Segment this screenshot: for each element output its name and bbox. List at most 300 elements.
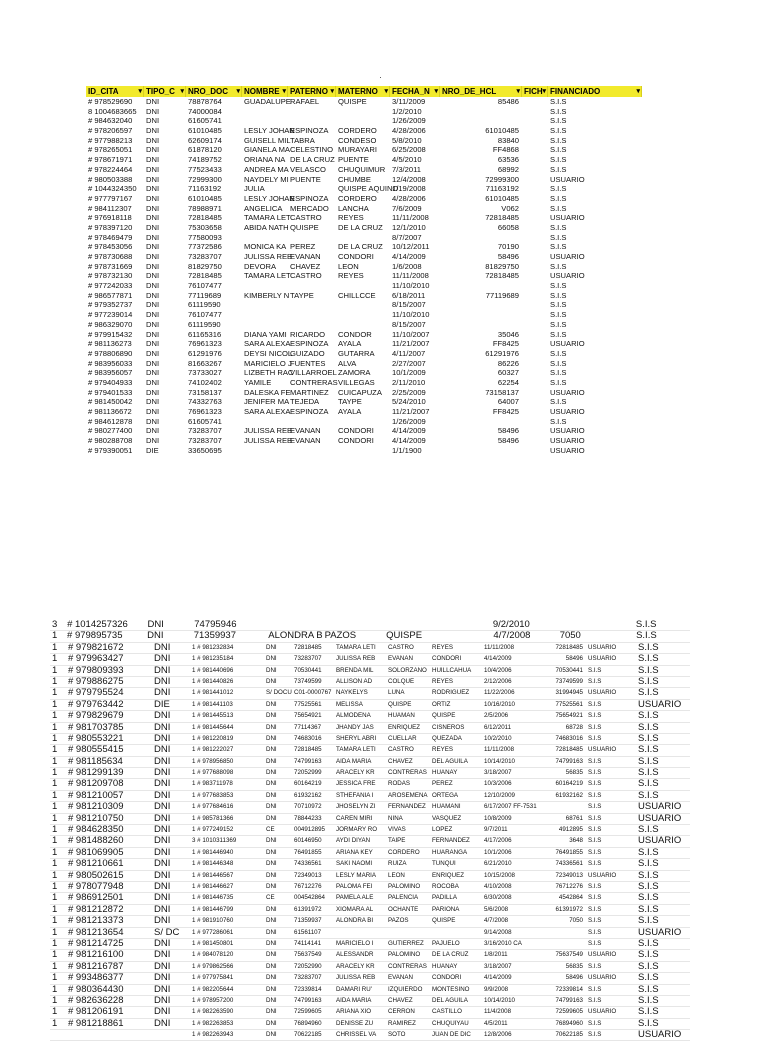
- table-cell: 2/12/2006: [484, 677, 512, 685]
- table-cell: # 979390051: [88, 445, 133, 455]
- table-row: [86, 213, 642, 223]
- table-cell: USUARIO: [638, 926, 682, 938]
- table-cell: JHOSELYN ZI: [336, 803, 376, 811]
- table-cell: S.I.S: [638, 983, 659, 995]
- column-header[interactable]: PATERNO ▾: [288, 86, 336, 97]
- table-cell: [334, 928, 386, 938]
- table-cell: DNI: [154, 869, 171, 881]
- table-cell: 77580093: [188, 232, 222, 242]
- table-cell: S.I.S: [588, 826, 602, 834]
- table-cell: 70622185: [294, 1031, 322, 1039]
- table-cell: S.I.S: [638, 972, 659, 984]
- table-cell: 70530441: [294, 666, 322, 674]
- table-cell: PADILLA: [432, 894, 457, 902]
- table-cell: TAYPE: [338, 397, 362, 407]
- table-cell: S.I.S: [588, 814, 602, 822]
- table-row: [86, 233, 642, 243]
- table-cell: 81829750: [188, 261, 222, 271]
- table-cell: 61119590: [188, 300, 221, 310]
- table-cell: [440, 417, 522, 427]
- table-cell: DNI: [266, 917, 277, 925]
- table-cell: DNI: [146, 135, 160, 145]
- table-cell: USUARIO: [550, 387, 585, 397]
- table-cell: 1 # 977688098: [192, 769, 234, 777]
- table-row: [50, 916, 690, 927]
- table-cell: 1: [52, 937, 58, 949]
- table-cell: 72349013: [294, 871, 322, 879]
- table-cell: 10/1/2006: [484, 848, 512, 856]
- table-cell: [522, 397, 548, 407]
- table-cell: ORTEGA: [432, 791, 459, 799]
- table-cell: 10/12/2011: [392, 242, 430, 252]
- table-cell: [242, 116, 288, 126]
- table-cell: 76107477: [188, 310, 222, 320]
- table-cell: [522, 378, 548, 388]
- table-cell: S.I.S: [638, 721, 659, 733]
- table-cell: MARICIELO I: [336, 939, 374, 947]
- table-cell: CERRON: [388, 1008, 415, 1016]
- table-cell: 004912895: [294, 826, 325, 834]
- table-cell: S.I.S: [638, 937, 659, 949]
- table-cell: 1 # 981446735: [192, 894, 234, 902]
- column-header[interactable]: FICH ▾: [522, 86, 548, 97]
- table-cell: DNI: [146, 310, 160, 320]
- table-cell: JULISSA REB: [244, 252, 293, 261]
- table-cell: [288, 310, 336, 320]
- table-cell: DNI: [266, 985, 277, 993]
- table-row: [50, 836, 690, 847]
- table-cell: REYES: [432, 677, 453, 685]
- table-cell: 62254: [497, 377, 519, 387]
- table-cell: 74795946: [194, 619, 237, 630]
- table-cell: 73283707: [294, 974, 322, 982]
- table-cell: S.I.S: [638, 892, 659, 904]
- table-cell: BRENDA MIL: [336, 666, 374, 674]
- table-cell: CHUQUIMUR: [338, 164, 386, 174]
- table-row: [86, 446, 642, 456]
- table-cell: MERCADO: [290, 203, 329, 213]
- table-cell: CELESTINO: [290, 145, 334, 155]
- table-cell: [288, 233, 336, 243]
- table-row: [86, 155, 642, 165]
- table-cell: # 981450042: [88, 397, 133, 407]
- table-cell: 73749599: [294, 677, 322, 685]
- table-cell: 74189752: [188, 155, 222, 165]
- table-cell: 3 # 1010311369: [192, 837, 237, 845]
- table-row: [50, 631, 690, 642]
- table-cell: [522, 300, 548, 310]
- table-cell: 004542864: [294, 894, 325, 902]
- table-row: [50, 825, 690, 836]
- table-cell: 72818485: [188, 213, 222, 223]
- table-cell: DNI: [146, 242, 160, 252]
- table-row: [86, 368, 642, 378]
- table-cell: AYALA: [338, 407, 362, 416]
- table-cell: 72052999: [294, 769, 322, 777]
- table-cell: S.I.S: [638, 789, 659, 801]
- table-cell: # 979404933: [88, 377, 133, 387]
- table-cell: 76491855: [294, 848, 322, 856]
- table-cell: DNI: [266, 882, 277, 890]
- table-cell: 58496: [497, 252, 519, 261]
- table-cell: DNI: [154, 687, 171, 699]
- table-cell: DNI: [146, 290, 160, 300]
- table-cell: DNI: [154, 767, 171, 779]
- table-cell: 76961323: [188, 407, 222, 416]
- table-cell: # 981069905: [68, 846, 124, 858]
- table-cell: 1 # 981446567: [192, 871, 234, 879]
- table-cell: # 981136273: [88, 339, 132, 349]
- table-cell: 86226: [497, 358, 519, 368]
- table-cell: DNI: [266, 734, 277, 742]
- table-cell: [288, 281, 336, 291]
- table-cell: DNI: [146, 426, 160, 436]
- table-cell: [288, 184, 336, 194]
- table-cell: 74683016: [294, 734, 322, 742]
- table-cell: [534, 939, 586, 949]
- table-cell: DNI: [266, 1031, 277, 1039]
- table-cell: 11/10/2010: [392, 281, 430, 291]
- table-cell: [152, 1030, 190, 1040]
- table-cell: 77525561: [555, 700, 583, 708]
- table-cell: # 984632040: [88, 116, 133, 126]
- table-cell: S.I.S: [638, 949, 659, 961]
- table-cell: RICARDO: [290, 329, 326, 339]
- table-cell: MONTESINO: [432, 985, 470, 993]
- table-cell: DNI: [266, 860, 277, 868]
- table-cell: DNI: [146, 271, 160, 281]
- table-cell: 1: [52, 994, 58, 1006]
- table-cell: 74114141: [294, 939, 322, 947]
- table-cell: USUARIO: [550, 445, 585, 455]
- table-cell: 4/7/2008: [493, 630, 531, 642]
- table-cell: 4/17/2006: [484, 837, 512, 845]
- table-cell: 72818485: [188, 271, 222, 281]
- table-cell: 1/2/2010: [392, 106, 422, 116]
- table-cell: DNI: [266, 803, 277, 811]
- table-cell: 1: [52, 983, 58, 995]
- table-cell: GUISELL MIL: [244, 135, 291, 145]
- table-cell: [522, 223, 548, 233]
- table-cell: [522, 165, 548, 175]
- table-cell: # 981213654: [68, 926, 124, 938]
- table-cell: REYES: [432, 746, 453, 754]
- table-cell: 11/10/2010: [392, 310, 430, 320]
- table-cell: [336, 107, 390, 117]
- table-row: [86, 330, 642, 340]
- table-cell: PAZOS: [324, 630, 357, 642]
- table-cell: 1/8/2011: [484, 951, 508, 959]
- table-cell: CONDORI: [338, 436, 374, 446]
- table-cell: COLQUE: [388, 677, 415, 685]
- table-cell: 61561107: [294, 928, 322, 936]
- table-row: [50, 734, 690, 745]
- table-cell: 68761: [565, 814, 583, 822]
- table-cell: 75654921: [294, 712, 322, 720]
- table-cell: 74799163: [555, 996, 583, 1004]
- table-cell: # 981216100: [68, 949, 124, 961]
- table-cell: DNI: [154, 801, 171, 813]
- table-cell: S.I.S: [638, 755, 659, 767]
- table-cell: 1: [52, 767, 58, 779]
- table-cell: 1: [52, 1017, 58, 1029]
- table-cell: 1 # 981441103: [192, 700, 233, 708]
- table-cell: S.I.S: [588, 837, 602, 845]
- table-cell: DEYSI NICOL: [244, 348, 293, 358]
- table-cell: [522, 213, 548, 223]
- table-row: [50, 745, 690, 756]
- table-cell: # 979809393: [68, 664, 124, 676]
- table-cell: 1: [52, 744, 58, 756]
- table-cell: 10/2/2010: [484, 734, 512, 742]
- table-cell: S.I.S: [550, 203, 567, 213]
- table-cell: # 979963427: [68, 653, 124, 665]
- table-cell: GIANELA MA: [244, 145, 290, 155]
- table-cell: [242, 320, 288, 330]
- table-cell: S.I.S: [638, 846, 659, 858]
- table-cell: 11/11/2008: [484, 643, 515, 651]
- table-cell: CONDORI: [338, 426, 374, 436]
- table-cell: # 980277400: [88, 426, 133, 436]
- table-cell: S.I.S: [638, 664, 659, 676]
- table-cell: RAMIREZ: [388, 1019, 416, 1027]
- table-cell: DNI: [154, 960, 171, 972]
- table-cell: # 980288708: [88, 436, 133, 446]
- table-cell: 1 # 977684616: [192, 803, 234, 811]
- table-cell: DNI: [146, 300, 160, 310]
- table-cell: # 993486377: [68, 972, 124, 984]
- table-row: [86, 126, 642, 136]
- table-cell: REYES: [338, 213, 364, 223]
- table-cell: S.I.S: [638, 960, 659, 972]
- table-cell: 1 # 978956850: [192, 757, 234, 765]
- table-cell: 72818485: [555, 746, 583, 754]
- table-cell: ORTIZ: [432, 700, 451, 708]
- table-cell: PALOMINO: [388, 882, 421, 890]
- table-cell: 75303658: [188, 222, 222, 232]
- table-cell: OCHANTE: [388, 905, 419, 913]
- column-header[interactable]: ID_CITA ▾: [86, 86, 144, 97]
- table-cell: 2/11/2010: [392, 377, 426, 387]
- table-cell: 78844233: [294, 814, 322, 822]
- table-cell: DAMARI RU': [336, 985, 372, 993]
- table-cell: [288, 446, 336, 456]
- table-cell: 11/11/2008: [392, 213, 429, 223]
- table-cell: 10/14/2010: [484, 996, 515, 1004]
- table-cell: # 981299139: [68, 767, 124, 779]
- table-row: [86, 184, 642, 194]
- table-row: [50, 700, 690, 711]
- table-cell: DNI: [147, 630, 164, 642]
- table-cell: S.I.S: [588, 700, 602, 708]
- table-row: [50, 620, 690, 631]
- table-cell: 1: [52, 972, 58, 984]
- table-cell: TAMARA LETI: [336, 643, 376, 651]
- table-row: [86, 407, 642, 417]
- table-cell: LUNA: [388, 689, 405, 697]
- table-row: [50, 768, 690, 779]
- table-cell: JUAN DE DIC: [432, 1031, 471, 1039]
- table-cell: CORDERO: [338, 193, 377, 203]
- table-cell: 77525561: [294, 700, 322, 708]
- table-cell: SAKI NAOMI: [336, 860, 373, 868]
- table-cell: [522, 368, 548, 378]
- table-cell: S.I.S: [588, 848, 602, 856]
- table-cell: S.I.S: [550, 164, 567, 174]
- table-cell: S.I.S: [550, 319, 567, 329]
- table-cell: IZQUIERDO: [388, 985, 423, 993]
- table-cell: 4/11/2007: [392, 348, 426, 358]
- table-cell: DNI: [146, 348, 160, 358]
- table-cell: 3/18/2007: [484, 962, 512, 970]
- table-row: [50, 882, 690, 893]
- table-cell: [242, 417, 288, 427]
- table-cell: 72818485: [294, 746, 322, 754]
- table-cell: S.I.S: [550, 310, 567, 320]
- table-cell: [522, 204, 548, 214]
- table-cell: DNI: [146, 416, 160, 426]
- table-cell: CHAVEZ: [388, 757, 413, 765]
- table-cell: # 981210309: [68, 801, 124, 813]
- table-cell: DNI: [154, 675, 171, 687]
- table-cell: 61010485: [188, 126, 222, 136]
- table-cell: CHILLCCE: [338, 290, 376, 300]
- table-cell: JULISSA REB: [244, 426, 293, 436]
- table-cell: 70190: [497, 242, 519, 252]
- table-cell: USUARIO: [550, 426, 585, 436]
- table-row: [50, 654, 690, 665]
- table-row: [86, 165, 642, 175]
- table-cell: S.I.S: [550, 116, 567, 126]
- table-cell: ANDREA MA: [244, 164, 289, 174]
- table-cell: 61391972: [555, 905, 583, 913]
- table-cell: 9/7/2011: [484, 826, 508, 834]
- table-cell: DIE: [146, 445, 159, 455]
- table-cell: # 981214725: [68, 937, 124, 949]
- table-row: [86, 136, 642, 146]
- table-cell: USUARIO: [588, 871, 617, 879]
- table-cell: CONDORI: [432, 974, 462, 982]
- table-cell: # 981488260: [68, 835, 124, 847]
- table-cell: ESPINOZA: [290, 339, 329, 349]
- column-header[interactable]: FINANCIADO ▾: [548, 86, 642, 97]
- table-cell: 1: [52, 960, 58, 972]
- table-cell: 56835: [565, 962, 583, 970]
- table-cell: 33650695: [188, 445, 222, 455]
- table-cell: PEREZ: [432, 780, 453, 788]
- table-cell: DNI: [154, 789, 171, 801]
- table-cell: 72818485: [294, 643, 322, 651]
- table-cell: 77523433: [188, 164, 222, 174]
- table-cell: CASTRO: [290, 271, 322, 281]
- table-cell: LEON: [388, 871, 405, 879]
- column-header[interactable]: NRO_DE_HCL ▾: [440, 86, 522, 97]
- table-cell: DENISSE ZU: [336, 1019, 374, 1027]
- table-cell: [440, 310, 522, 320]
- table-cell: CASTRO: [388, 643, 414, 651]
- table-cell: S.I.S: [588, 791, 602, 799]
- table-cell: 60146950: [294, 837, 322, 845]
- table-cell: # 981185634: [68, 755, 123, 767]
- table-cell: 1 # 985781366: [192, 814, 234, 822]
- table-cell: [242, 281, 288, 291]
- table-cell: 11/21/2007: [392, 339, 430, 349]
- table-cell: S.I.S: [588, 666, 602, 674]
- table-cell: 76894960: [555, 1019, 583, 1027]
- table-cell: RODAS: [388, 780, 411, 788]
- table-cell: USUARIO: [588, 655, 617, 663]
- table-cell: EVANAN: [290, 426, 321, 436]
- table-row: [50, 859, 690, 870]
- column-header[interactable]: NRO_DOC ▾: [186, 86, 242, 97]
- table-cell: CASTRO: [290, 213, 322, 223]
- table-cell: # 976918118: [88, 213, 132, 223]
- table-cell: DNI: [154, 721, 171, 733]
- table-cell: S.I.S: [550, 300, 567, 310]
- table-cell: EVANAN: [290, 436, 321, 446]
- table-cell: S.I.S: [550, 145, 567, 155]
- table-cell: TEJEDA: [290, 397, 320, 407]
- table-cell: 78878764: [188, 97, 222, 106]
- table-cell: JENIFER MA: [244, 397, 290, 407]
- table-row: [86, 426, 642, 436]
- column-header[interactable]: TIPO_C ▾: [144, 86, 186, 97]
- table-cell: [522, 359, 548, 369]
- table-cell: GUTARRA: [338, 348, 375, 358]
- table-cell: [336, 233, 390, 243]
- column-header[interactable]: MATERNO ▾: [336, 86, 390, 97]
- table-cell: 8 1004683665: [88, 106, 137, 116]
- table-cell: [336, 310, 390, 320]
- table-cell: # 979763442: [68, 698, 124, 710]
- table-cell: S.I.S: [588, 962, 602, 970]
- table-cell: USUARIO: [638, 835, 682, 847]
- table-row: [86, 223, 642, 233]
- table-cell: USUARIO: [638, 812, 682, 824]
- table-cell: DE LA CRUZ: [432, 951, 469, 959]
- table-cell: 1: [52, 869, 58, 881]
- table-cell: 70622185: [555, 1031, 583, 1039]
- table-cell: S.I.S: [638, 778, 659, 790]
- table-cell: 63536: [497, 155, 519, 165]
- table-cell: DNI: [266, 769, 277, 777]
- table-cell: # 984112307: [88, 203, 132, 213]
- table-cell: TAYPE: [290, 290, 314, 300]
- table-cell: S.I.S: [550, 193, 567, 203]
- table-cell: USUARIO: [550, 174, 585, 184]
- column-header[interactable]: FECHA_N ▾: [390, 86, 440, 97]
- table-cell: DNI: [146, 145, 160, 155]
- table-cell: TAMARA LET: [244, 213, 291, 223]
- table-cell: 74102402: [188, 377, 222, 387]
- table-cell: DNI: [154, 653, 171, 665]
- table-cell: 7/6/2009: [392, 203, 422, 213]
- table-cell: DNI: [154, 915, 171, 927]
- table-cell: S/ DOCU: [266, 689, 292, 697]
- table-row: [86, 194, 642, 204]
- table-row: [86, 204, 642, 214]
- table-cell: 60164219: [294, 780, 322, 788]
- table-cell: 1 # 982263590: [192, 1008, 234, 1016]
- column-header[interactable]: NOMBRE ▾: [242, 86, 288, 97]
- table-cell: MONICA KA: [244, 242, 287, 252]
- table-cell: 1: [52, 664, 58, 676]
- spreadsheet-top: [86, 86, 642, 455]
- table-cell: S.I.S: [588, 780, 602, 788]
- table-cell: 73749599: [555, 677, 583, 685]
- table-cell: LESLY MARIA: [336, 871, 377, 879]
- table-cell: 5/6/2008: [484, 905, 509, 913]
